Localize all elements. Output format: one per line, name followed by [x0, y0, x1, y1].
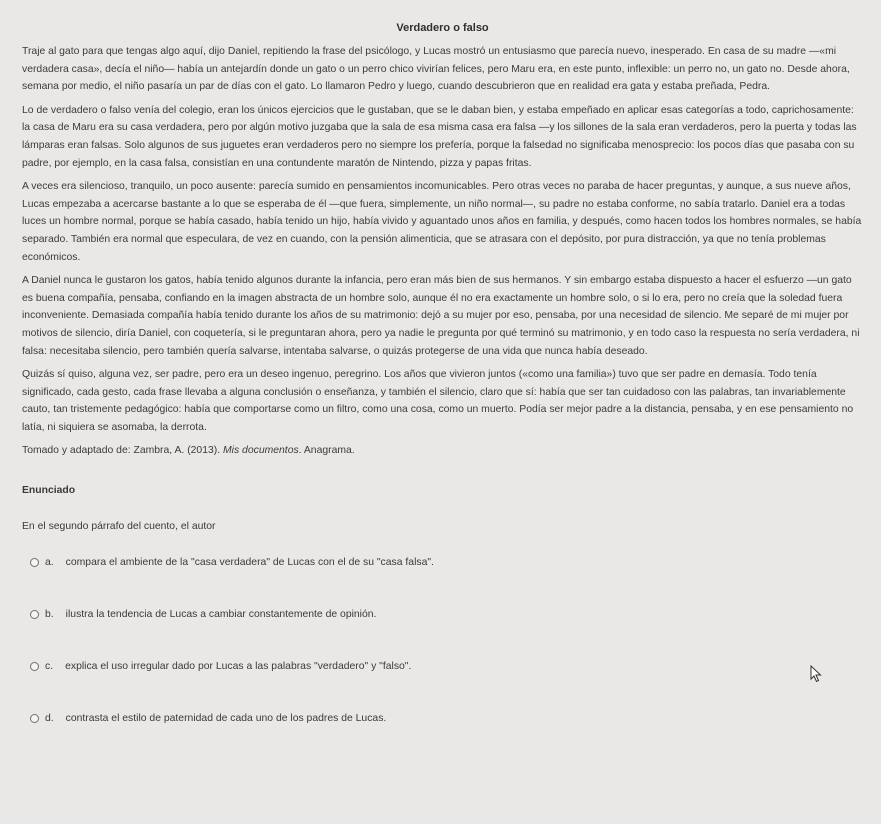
story-paragraph-2: Lo de verdadero o falso venía del colegio, eran los únicos ejercicios que le gustaban, que se le daban bien, y estaba empeñado en aplicar esas categorías a todo, caprichosamente: la casa de Maru era su casa verdadera, pero por algún motivo juzgaba que la sala de esa misma casa era falsa —y los sillones de la sala eran verdaderos, pero la puerta y todas las lámparas eran falsas. Solo algunos de sus juguetes eran verdaderos pero no siempre los prefería, porque la falsedad no significaba menosprecio: los pocos días que pasaba con su padre, por ejemplo, en la casa falsa, consistían en una contundente maratón de Nintendo, pizza y papas fritas. — [22, 104, 857, 169]
option-d[interactable] — [22, 710, 863, 726]
option-a[interactable] — [22, 554, 863, 570]
story-paragraph-5: Quizás sí quiso, alguna vez, ser padre, pero era un deseo ingenuo, peregrino. Los años que vivieron juntos («como una familia») tuvo que ser padre en demasía. Todo tenía significado, cada gesto, cada frase llevaba a alguna conclusión o enseñanza, y también el silencio, claro que sí: había que ser tan cuidadoso con las palabras, tan invariablemente cauto, tan tristemente pedagógico: había que comportarse como un filtro, como una cosa, como un muerto. Podía ser mejor padre a la distancia, pensaba, y en ese pensamiento no latía, ni siquiera se asomaba, la derrota. — [22, 369, 854, 433]
answer-options — [22, 554, 863, 726]
story-paragraph-4: A Daniel nunca le gustaron los gatos, había tenido algunos durante la infancia, pero eran más bien de sus hermanos. Y sin embargo estaba dispuesto a hacer el esfuerzo —un gato es buena compañía, pensaba, confiando en la imagen abstracta de un hombre solo, aunque él no era exactamente un hombre solo, o si lo era, pero no creía que la soledad fuera inconveniente. Demasiada compañía había tenido durante los años de su matrimonio: dejó a su mujer por eso, pensaba, por una necesidad de silencio. Me separé de mi mujer por motivos de silencio, diría Daniel, con coquetería, si le preguntaran ahora, pero ya nadie le pregunta por qué terminó su matrimonio, y en todo caso la respuesta no sería verdadera, ni falsa: necesitaba silencio, pero también quería salvarse, intentaba salvarse, o quizás protegerse de una vida que nunca había deseado. — [22, 275, 860, 357]
source-citation — [22, 442, 863, 459]
option-text: ilustra la tendencia de Lucas a cambiar constantemente de opinión. — [65, 608, 377, 620]
radio-option-a[interactable] — [30, 558, 39, 567]
option-letter: d. — [45, 712, 54, 724]
option-text: explica el uso irregular dado por Lucas a las palabras "verdadero" y "falso". — [65, 660, 412, 672]
option-letter: b. — [45, 608, 54, 620]
mouse-cursor-icon — [810, 665, 822, 683]
option-text: compara el ambiente de la "casa verdadera" de Lucas con el de su "casa falsa". — [65, 556, 434, 568]
source-title: Mis documentos — [223, 445, 299, 457]
option-letter: a. — [45, 556, 54, 568]
section-label: Enunciado — [22, 485, 76, 497]
option-c[interactable] — [22, 658, 863, 674]
question-prompt: En el segundo párrafo del cuento, el autor — [22, 521, 216, 533]
story-text — [22, 43, 863, 436]
option-b[interactable] — [22, 606, 863, 622]
page-title: Verdadero o falso — [396, 22, 489, 34]
option-letter: c. — [45, 660, 54, 672]
radio-option-c[interactable] — [30, 662, 39, 671]
source-prefix: Tomado y adaptado de: Zambra, A. (2013). — [22, 445, 224, 457]
source-suffix: . Anagrama. — [298, 445, 355, 457]
radio-option-b[interactable] — [30, 610, 39, 619]
radio-option-d[interactable] — [30, 714, 39, 723]
story-paragraph-1: Traje al gato para que tengas algo aquí, dijo Daniel, repitiendo la frase del psicólogo, y Lucas mostró un entusiasmo que parecía nuevo, inesperado. En casa de su madre —«mi verdadera casa», decía el niño— había un antejardín donde un gato o un perro chico vivirían felices, pero Maru era, en este punto, inflexible: un perro no, un gato no. Desde ahora, semana por medio, el niño pasaría un par de días con el gato. Lo llamaron Pedro y luego, cuando descubrieron que en realidad era gata y estaba preñada, Pedra. — [22, 46, 850, 93]
option-text: contrasta el estilo de paternidad de cada uno de los padres de Lucas. — [65, 712, 387, 724]
story-paragraph-3: A veces era silencioso, tranquilo, un poco ausente: parecía sumido en pensamientos incomunicables. Pero otras veces no paraba de hacer preguntas, y aunque, a sus nueve años, Lucas empezaba a acercarse bastante a lo que se esperaba de él —que fuera, simplemente, un niño normal—, su padre no estaba conforme, no sabía tratarlo. Daniel era a todas luces un hombre normal, porque se había casado, había tenido un hijo, había vivido y aguantado unos años en familia, y después, como hacen todos los hombres normales, se había separado. También era normal que especulara, de vez en cuando, con la pensión alimenticia, que se atrasara con el depósito, por pura distracción, ya que no tenía problemas económicos. — [22, 181, 862, 263]
